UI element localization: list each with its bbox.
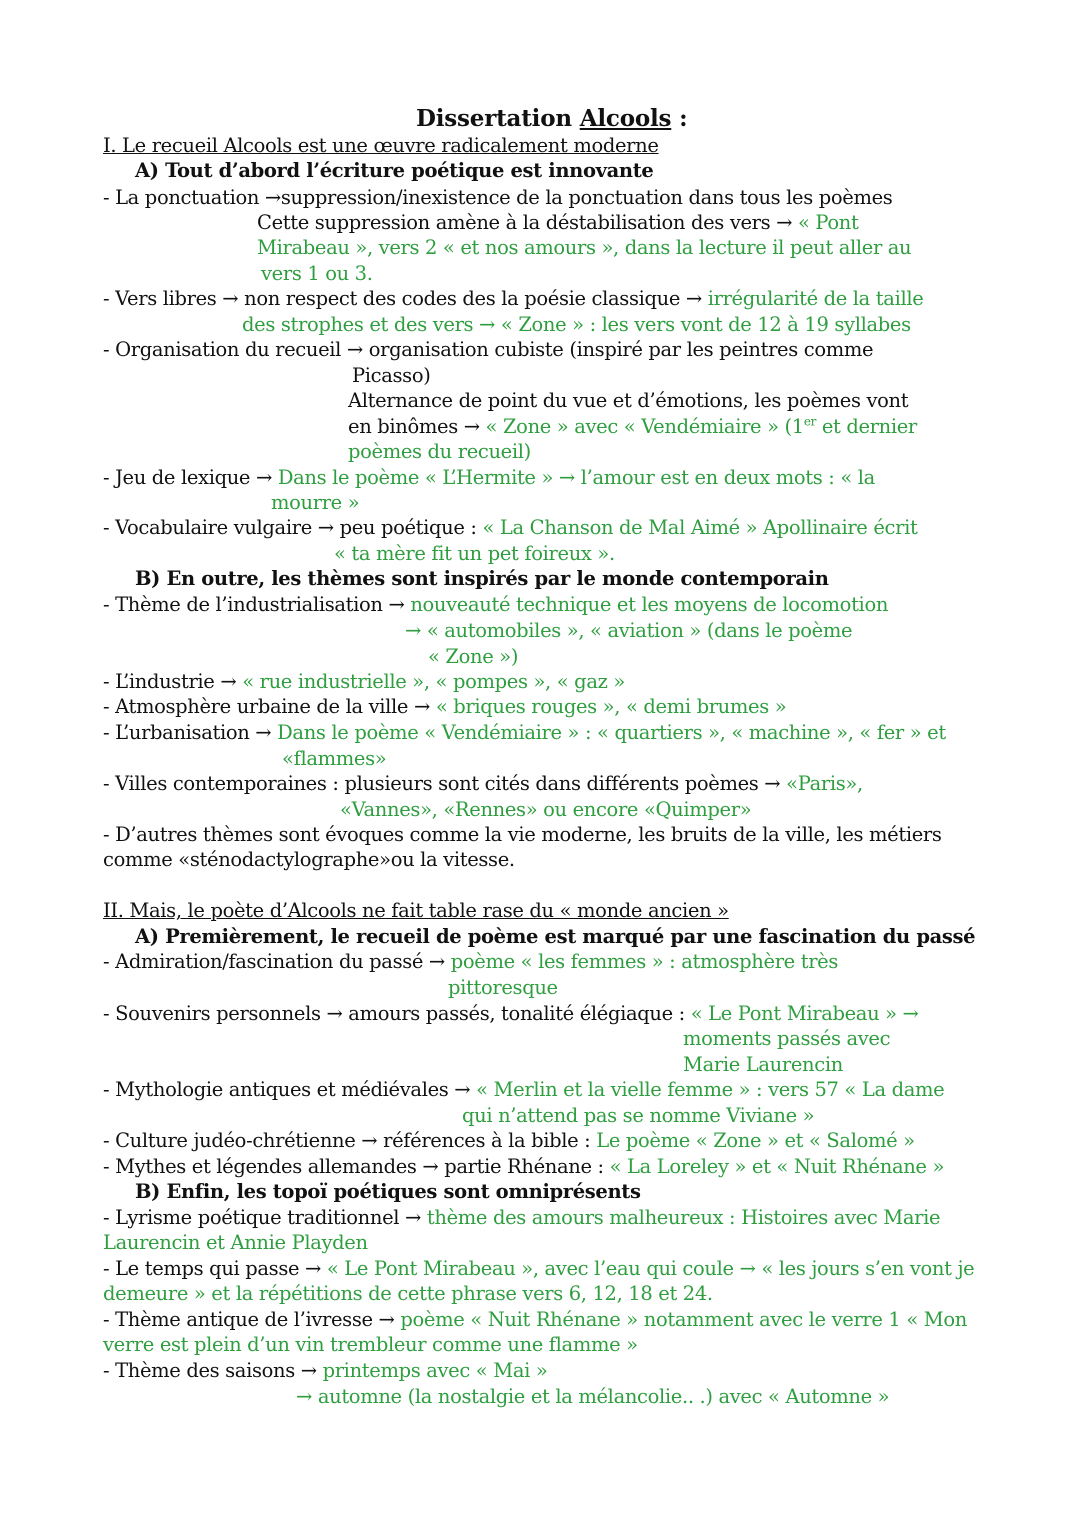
industrialisation-line: → « automobiles », « aviation » (dans le poème [405,619,853,642]
lyrisme-line: Laurencin et Annie Playden [103,1231,368,1254]
lyrisme-line: - Lyrisme poétique traditionnel → thème des amours malheureux : Histoires avec Marie [103,1206,941,1229]
culture-line: - Culture judéo-chrétienne → références à la bible : Le poème « Zone » et « Salomé » [103,1129,915,1152]
ponctuation-line: Mirabeau », vers 2 « et nos amours », dans la lecture il peut aller au [257,236,912,259]
atmosphere-line: - Atmosphère urbaine de la ville → « briques rouges », « demi brumes » [103,695,787,718]
part2-subheading-b: B) Enfin, les topoï poétiques sont omniprésents [135,1180,641,1203]
ivresse-line: verre est plein d’un vin trembleur comme une flamme » [103,1333,638,1356]
mythes-line: - Mythes et légendes allemandes → partie Rhénane : « La Loreley » et « Nuit Rhénane » [103,1155,945,1178]
admiration-line: - Admiration/fascination du passé → poème « les femmes » : atmosphère très [103,950,839,973]
organisation-line: poèmes du recueil) [348,440,531,463]
souvenirs-line: moments passés avec [683,1027,891,1050]
villes-line: - Villes contemporaines : plusieurs sont cités dans différents poèmes → «Paris», [103,772,863,795]
vers-libres-line: des strophes et des vers → « Zone » : les vers vont de 12 à 19 syllabes [242,313,911,336]
organisation-line: Alternance de point du vue et d’émotions, les poèmes vont [348,389,909,412]
saisons-line: → automne (la nostalgie et la mélancolie.. .) avec « Automne » [296,1385,890,1408]
temps-line: - Le temps qui passe → « Le Pont Mirabeau », avec l’eau qui coule → « les jours s’en vont je [103,1257,975,1280]
industrie-line: - L’industrie → « rue industrielle », « pompes », « gaz » [103,670,625,693]
vocabulaire-line: « ta mère fit un pet foireux ». [334,542,615,565]
vocabulaire-line: - Vocabulaire vulgaire → peu poétique : « La Chanson de Mal Aimé » Apollinaire écrit [103,516,918,539]
part1-subheading-b: B) En outre, les thèmes sont inspirés par le monde contemporain [135,567,829,590]
document-title: Dissertation Alcools : [416,105,688,132]
villes-line: «Vannes», «Rennes» ou encore «Quimper» [340,798,752,821]
organisation-line: en binômes → « Zone » avec « Vendémiaire » (1er et dernier [348,414,917,438]
part1-heading: I. Le recueil Alcools est une œuvre radicalement moderne [103,134,659,157]
ivresse-line: - Thème antique de l’ivresse → poème « Nuit Rhénane » notamment avec le verre 1 « Mon [103,1308,967,1331]
mythologie-line: qui n’attend pas se nomme Viviane » [462,1104,815,1127]
industrialisation-line: « Zone ») [428,645,519,668]
mythologie-line: - Mythologie antiques et médiévales → « Merlin et la vielle femme » : vers 57 « La dame [103,1078,945,1101]
ponctuation-line: - La ponctuation →suppression/inexistence de la ponctuation dans tous les poèmes [103,186,893,209]
autres-themes-line: comme «sténodactylographe»ou la vitesse. [103,848,515,871]
lexique-line: - Jeu de lexique → Dans le poème « L’Hermite » → l’amour est en deux mots : « la [103,466,875,489]
saisons-line: - Thème des saisons → printemps avec « Mai » [103,1359,548,1382]
lexique-line: mourre » [271,491,360,514]
souvenirs-line: - Souvenirs personnels → amours passés, tonalité élégiaque : « Le Pont Mirabeau » → [103,1002,919,1025]
part2-subheading-a: A) Premièrement, le recueil de poème est marqué par une fascination du passé [135,925,976,948]
part1-subheading-a: A) Tout d’abord l’écriture poétique est innovante [135,159,654,182]
industrialisation-line: - Thème de l’industrialisation → nouveauté technique et les moyens de locomotion [103,593,889,616]
temps-line: demeure » et la répétitions de cette phrase vers 6, 12, 18 et 24. [103,1282,713,1305]
souvenirs-line: Marie Laurencin [683,1053,843,1076]
urbanisation-line: - L’urbanisation → Dans le poème « Vendémiaire » : « quartiers », « machine », « fer » et [103,721,946,744]
vers-libres-line: - Vers libres → non respect des codes des la poésie classique → irrégularité de la taille [103,287,924,310]
organisation-line: - Organisation du recueil → organisation cubiste (inspiré par les peintres comme [103,338,874,361]
ponctuation-line: vers 1 ou 3. [261,262,373,285]
admiration-line: pittoresque [448,976,558,999]
ponctuation-line: Cette suppression amène à la déstabilisation des vers → « Pont [257,211,859,234]
part2-heading: II. Mais, le poète d’Alcools ne fait table rase du « monde ancien » [103,899,729,922]
autres-themes-line: - D’autres thèmes sont évoques comme la vie moderne, les bruits de la ville, les métiers [103,823,942,846]
organisation-line: Picasso) [352,364,431,387]
urbanisation-line: «flammes» [282,747,387,770]
